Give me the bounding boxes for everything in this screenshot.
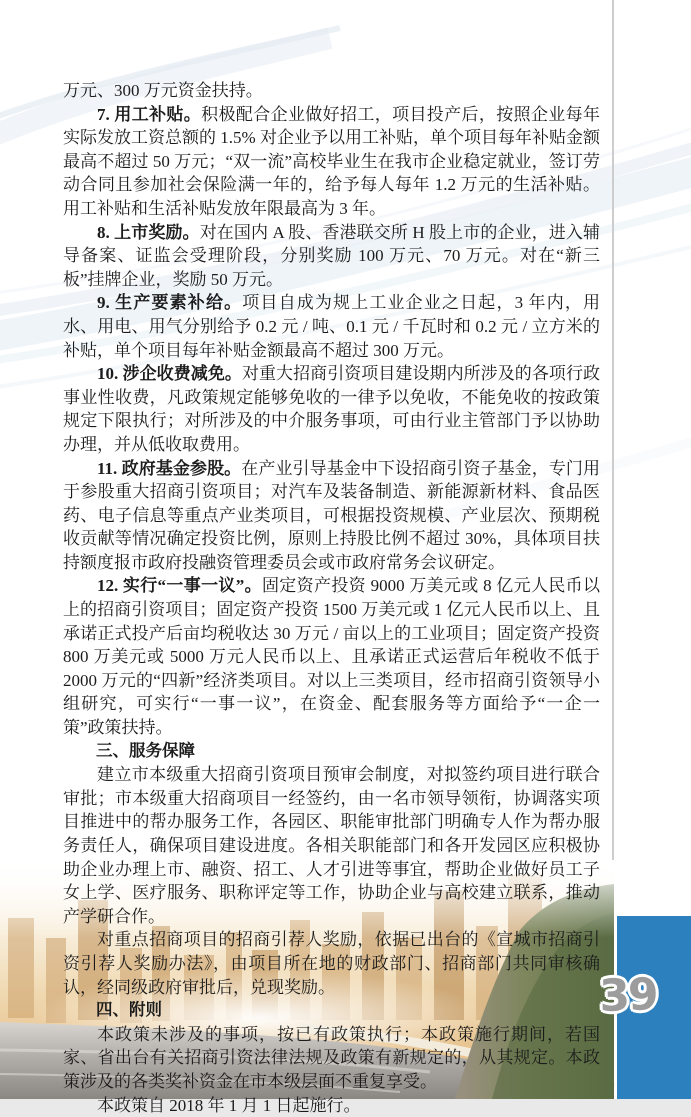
- right-margin-rule: [612, 0, 614, 917]
- page-number: 39: [598, 969, 658, 1022]
- paragraph: 11. 政府基金参股。在产业引导基金中下设招商引资子基金，专门用于参股重大招商引资项目；对汽车及装备制造、新能源新材料、食品医药、电子信息等重点产业类项目，可根据投资规模、产业层次、预期税收贡献等情况确定投资比例，原则上持股比例不超过 30%，具体项目扶持额度报市政府投融资管理委员会或市政府常务会议研定。: [63, 458, 601, 572]
- policy-text: [63, 79, 600, 1117]
- item-title: 8. 上市奖励。: [97, 222, 200, 242]
- paragraph: 本政策自 2018 年 1 月 1 日起施行。: [97, 1095, 361, 1115]
- paragraph: 对重点招商项目的招商引荐人奖励，依据已出台的《宣城市招商引资引荐人奖励办法》，由项目所在地的财政部门、招商部门共同审核确认，经同级政府审批后，兑现奖励。: [63, 930, 600, 997]
- paragraph: 万元、300 万元资金扶持。: [63, 81, 263, 100]
- paragraph: 8. 上市奖励。对在国内 A 股、香港联交所 H 股上市的企业，进入辅导备案、证监会受理阶段，分别奖励 100 万元、70 万元。对在“新三板”挂牌企业，奖励 50 万元。: [63, 222, 601, 289]
- item-title: 7. 用工补贴。: [97, 104, 202, 124]
- paragraph: 9. 生产要素补给。项目自成为规上工业企业之日起，3 年内，用水、用电、用气分别给予 0.2 元 / 吨、0.1 元 / 千瓦时和 0.2 元 / 立方米的补贴，单个项目每年补贴金额最高不超过 300 万元。: [63, 293, 601, 360]
- item-title: 10. 涉企收费减免。: [97, 364, 242, 384]
- section-heading: 三、服务保障: [96, 741, 195, 760]
- item-title: 11. 政府基金参股。: [97, 458, 242, 478]
- paragraph: 本政策未涉及的事项，按已有政策执行；本政策施行期间，若国家、省出台有关招商引资法律法规及政策有新规定的，从其规定。本政策涉及的各类奖补资金在市本级层面不重复享受。: [63, 1024, 600, 1091]
- section-heading: 四、附则: [96, 1001, 162, 1020]
- item-title: 9. 生产要素补给。: [97, 293, 243, 313]
- paragraph: 12. 实行“一事一议”。固定资产投资 9000 万美元或 8 亿元人民币以上的招商引资项目；固定资产投资 1500 万美元或 1 亿元人民币以上、且承诺正式投产后亩均税收达 30 万元 / 亩以上的工业项目；固定资产投资 800 万美元或 5000 万元人民币以上、且承诺正式运营后年税收不低于 2000 万元的“四新”经济类项目。对以上三类项目，经市招商引资领导小组研究，可实行“一事一议”，在资金、配套服务等方面给予“一企一策”政策扶持。: [63, 576, 601, 738]
- item-title: 12. 实行“一事一议”。: [97, 576, 262, 596]
- paragraph: 7. 用工补贴。积极配合企业做好招工，项目投产后，按照企业每年实际发放工资总额的 1.5% 对企业予以用工补贴，单个项目每年补贴金额最高不超过 50 万元；“双一流”高校毕业生在我市企业稳定就业，签订劳动合同且参加社会保险满一年的，给予每人每年 1.2 万元的生活补贴。用工补贴和生活补贴发放年限最高为 3 年。: [63, 104, 601, 218]
- paragraph: 建立市本级重大招商引资项目预审会制度，对拟签约项目进行联合审批；市本级重大招商项目一经签约，由一名市领导领衔，协调落实项目推进中的帮办服务工作，各园区、职能审批部门明确专人作为帮办服务责任人，确保项目建设进度。各相关职能部门和各开发园区应积极协助企业办理上市、融资、招工、人才引进等事宜，帮助企业做好员工子女上学、医疗服务、职称评定等工作，协助企业与高校建立联系，推动产学研合作。: [63, 765, 600, 926]
- paragraph: 10. 涉企收费减免。对重大招商引资项目建设期内所涉及的各项行政事业性收费，凡政策规定能够免收的一律予以免收，不能免收的按政策规定下限执行；对所涉及的中介服务事项，可由行业主管部门予以协助办理，并从低收取费用。: [63, 364, 601, 454]
